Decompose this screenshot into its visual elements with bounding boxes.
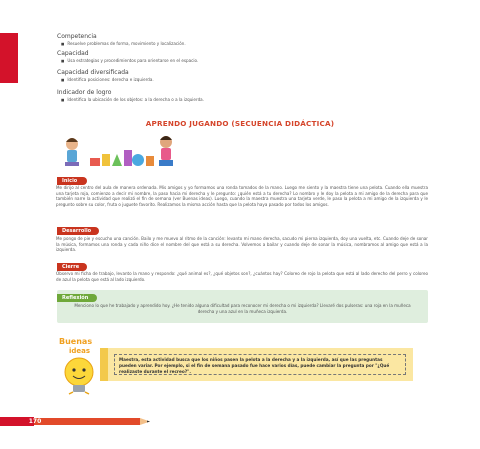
desarrollo-label: Desarrollo — [57, 227, 99, 235]
indicador-item: ■ Identifica la ubicación de los objetos: a la derecha o a la izquierda. — [61, 97, 204, 102]
inicio-text: Me dirijo al centro del aula de manera ordenada. Mis amigos y yo formamos una ronda tomados de la mano. Luego me siento y la maestra tiene una pelota. Cuando ella muestra una tarjeta roja, comienzo a decir mi nombre, la paso hacia mi derecha y le pregunto: ¿quién está a tu derecha? Lo nombro y le doy la pelota a mi amigo de la derecha para que también narre la actividad que realizó el fin de semana (ver Buenas ideas). Luego, cuando la maestra muestra una tarjeta verde, le paso la pelota a mi amigo de la izquierda y le pregunto sobre su color, fruta o juguete favorito. Realizamos la misma acción hasta que la pelota haya pasado por todos los amigos. — [56, 185, 428, 208]
capacidad-title: Capacidad — [57, 50, 89, 57]
reflexion-label: Reflexión — [57, 294, 97, 302]
competencia-item: ■ Resuelve problemas de forma, movimiento y localización. — [61, 41, 186, 46]
capacidad-item: ■ Usa estrategias y procedimientos para orientarse en el espacio. — [61, 58, 198, 63]
children-blocks-illustration — [62, 130, 182, 170]
reflexion-text: Menciono lo que he trabajado y aprendido hoy. ¿He tenido alguna dificultad para reconocer mi derecha o mi izquierda? Llevaré dos pulseras: una roja en la muñeca derecha y una azul en la muñeca izquierda. — [74, 303, 411, 314]
section-main-title: APRENDO JUGANDO (SECUENCIA DIDÁCTICA) — [145, 119, 335, 128]
competencia-title: Competencia — [57, 33, 97, 40]
indicador-title: Indicador de logro — [57, 89, 112, 96]
ideas-text: Maestra, esta actividad busca que los niños pasen la pelota a la derecha y a la izquierda, así que las preguntas pueden variar. Por ejemplo, si el fin de semana pasado fue hace varios días, puede cambiar la pregunta por "¿Qué realizaste durante el recreo?". — [114, 354, 406, 375]
pencil-icon — [30, 415, 150, 428]
cap-div-title: Capacidad diversificada — [57, 69, 129, 76]
reflexion-box — [57, 290, 428, 323]
ideas-note — [108, 348, 413, 381]
side-tab — [0, 33, 18, 83]
svg-text:Buenas: Buenas — [59, 337, 93, 346]
cap-div-item: ■ Identifica posiciones: derecha e izquierda. — [61, 77, 154, 82]
inicio-label: Inicio — [57, 177, 87, 185]
desarrollo-text: Me pongo de pie y escucho una canción. Bailo y me muevo al ritmo de la canción: levanto mi mano derecha, sacudo mi pierna izquierda, doy una vuelta, etc. Cuando deje de sonar la música, formamos una ronda y cada niño dice el nombre del que está a su derecha. Volvemos a bailar y cuando deje de sonar la música, nombramos al amigo que está a la izquierda. — [56, 236, 428, 253]
cierre-text: Observo mi ficha de trabajo, levanto la mano y respondo: ¿qué animal es?, ¿qué objetos son?, ¿cuántos hay? Coloreo de rojo la pelota que está al lado derecho del perro y coloreo de azul la pelota que está al lado izquierdo. — [56, 271, 428, 282]
cierre-label: Cierre — [57, 263, 87, 271]
svg-text:ideas: ideas — [69, 347, 91, 355]
page-number: 170 — [28, 418, 42, 425]
